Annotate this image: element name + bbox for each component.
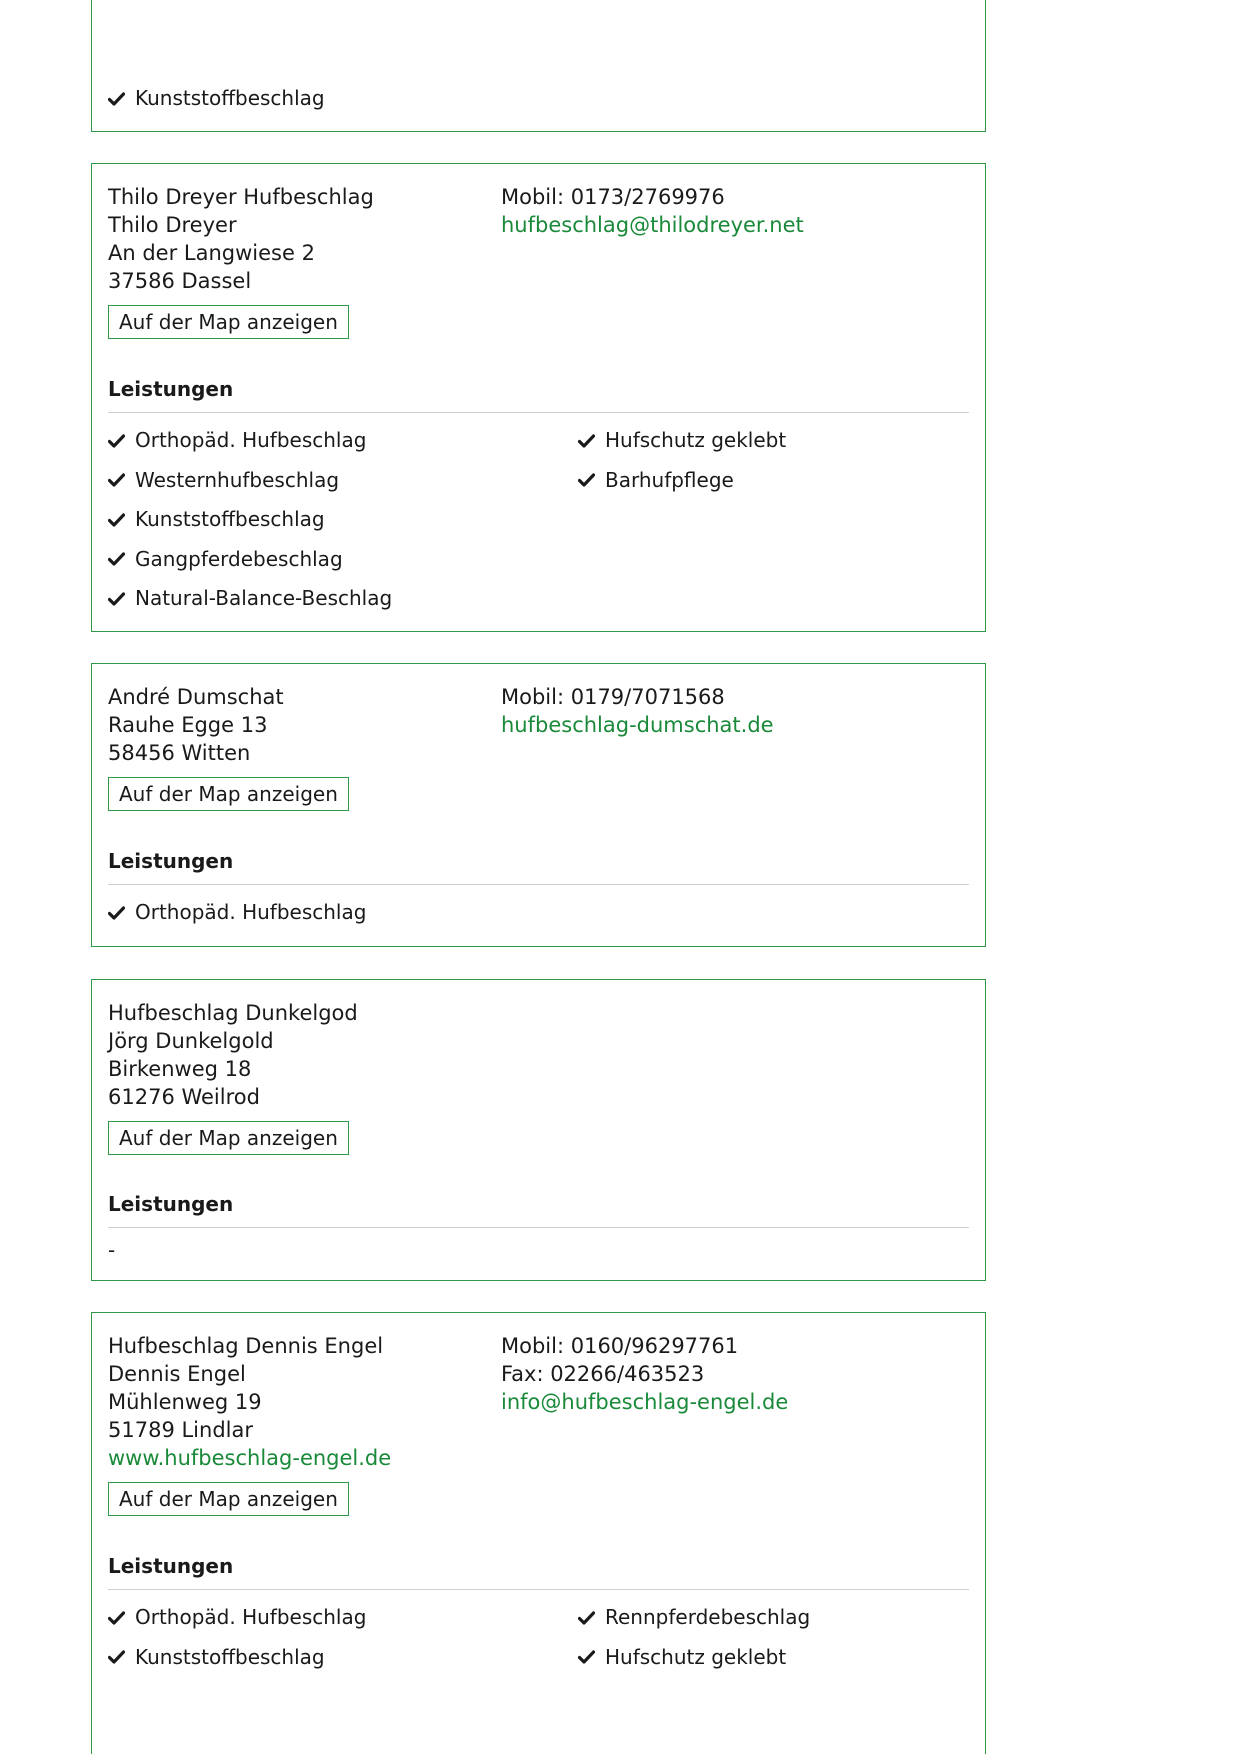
check-icon — [578, 1650, 595, 1664]
service-column-left — [108, 421, 578, 619]
services-heading: Leistungen — [108, 377, 234, 401]
divider — [108, 884, 969, 885]
services-heading: Leistungen — [108, 1192, 234, 1216]
company-name: Hufbeschlag Dunkelgod — [108, 1001, 358, 1025]
company-name: Thilo Dreyer Hufbeschlag — [108, 185, 374, 209]
city: 58456 Witten — [108, 741, 251, 765]
show-on-map-button[interactable]: Auf der Map anzeigen — [108, 1121, 349, 1155]
show-on-map-button[interactable]: Auf der Map anzeigen — [108, 777, 349, 811]
service-column-right — [578, 893, 928, 933]
service-item: Kunststoffbeschlag — [108, 1638, 578, 1678]
check-icon — [108, 1611, 125, 1625]
address-block — [108, 183, 488, 339]
services-heading: Leistungen — [108, 849, 234, 873]
check-icon — [578, 1611, 595, 1625]
services-section — [108, 1191, 969, 1264]
service-item: Westernhufbeschlag — [108, 461, 578, 501]
check-icon — [108, 906, 125, 920]
services-section — [108, 848, 969, 933]
email-link[interactable]: hufbeschlag@thilodreyer.net — [501, 213, 804, 237]
service-item: Barhufpflege — [578, 461, 928, 501]
city: 51789 Lindlar — [108, 1418, 253, 1442]
check-icon — [108, 592, 125, 606]
service-item: Natural-Balance-Beschlag — [108, 579, 578, 619]
contact-block — [501, 683, 961, 739]
service-item: Hufschutz geklebt — [578, 421, 928, 461]
listing-card — [91, 979, 986, 1281]
service-column-left — [108, 1598, 578, 1677]
check-icon — [108, 434, 125, 448]
street: Rauhe Egge 13 — [108, 713, 268, 737]
service-item: Kunststoffbeschlag — [108, 500, 578, 540]
show-on-map-button[interactable]: Auf der Map anzeigen — [108, 1482, 349, 1516]
check-icon — [108, 1650, 125, 1664]
services-section — [108, 1553, 969, 1677]
website-link[interactable]: www.hufbeschlag-engel.de — [108, 1446, 392, 1470]
check-icon — [108, 513, 125, 527]
contact-person: André Dumschat — [108, 685, 284, 709]
address-block — [108, 999, 488, 1155]
show-on-map-button[interactable]: Auf der Map anzeigen — [108, 305, 349, 339]
no-services-placeholder: - — [108, 1238, 116, 1262]
service-item: Rennpferdebeschlag — [578, 1598, 928, 1638]
service-item: Kunststoffbeschlag — [108, 79, 969, 119]
services-section — [108, 376, 969, 619]
city: 37586 Dassel — [108, 269, 252, 293]
listing-card — [91, 163, 986, 632]
mobile-number: Mobil: 0179/7071568 — [501, 685, 725, 709]
service-list — [108, 1598, 969, 1677]
service-list — [108, 421, 969, 619]
street: Birkenweg 18 — [108, 1057, 252, 1081]
service-item: Orthopäd. Hufbeschlag — [108, 893, 578, 933]
listing-card — [91, 663, 986, 947]
contact-person: Thilo Dreyer — [108, 213, 237, 237]
service-item: Gangpferdebeschlag — [108, 540, 578, 580]
mobile-number: Mobil: 0160/96297761 — [501, 1334, 739, 1358]
check-icon — [108, 92, 125, 106]
contact-person: Jörg Dunkelgold — [108, 1029, 274, 1053]
service-column-left — [108, 893, 578, 933]
address-block — [108, 683, 488, 811]
service-column-right — [578, 1598, 928, 1677]
service-item: Hufschutz geklebt — [578, 1638, 928, 1678]
website-link[interactable]: hufbeschlag-dumschat.de — [501, 713, 774, 737]
service-item: Orthopäd. Hufbeschlag — [108, 1598, 578, 1638]
check-icon — [578, 473, 595, 487]
check-icon — [108, 473, 125, 487]
services-heading: Leistungen — [108, 1554, 234, 1578]
service-list — [108, 893, 969, 933]
service-column-right — [578, 421, 928, 619]
street: Mühlenweg 19 — [108, 1390, 262, 1414]
divider — [108, 412, 969, 413]
listing-card-partial-top — [91, 0, 986, 132]
divider — [108, 1227, 969, 1228]
city: 61276 Weilrod — [108, 1085, 260, 1109]
service-list — [108, 79, 969, 119]
mobile-number: Mobil: 0173/2769976 — [501, 185, 725, 209]
contact-person: Dennis Engel — [108, 1362, 246, 1386]
address-block — [108, 1332, 488, 1516]
email-link[interactable]: info@hufbeschlag-engel.de — [501, 1390, 789, 1414]
service-item: Orthopäd. Hufbeschlag — [108, 421, 578, 461]
divider — [108, 1589, 969, 1590]
fax-number: Fax: 02266/463523 — [501, 1362, 705, 1386]
contact-block — [501, 183, 961, 239]
company-name: Hufbeschlag Dennis Engel — [108, 1334, 384, 1358]
street: An der Langwiese 2 — [108, 241, 315, 265]
check-icon — [578, 434, 595, 448]
contact-block — [501, 1332, 961, 1416]
check-icon — [108, 552, 125, 566]
listing-card — [91, 1312, 986, 1754]
